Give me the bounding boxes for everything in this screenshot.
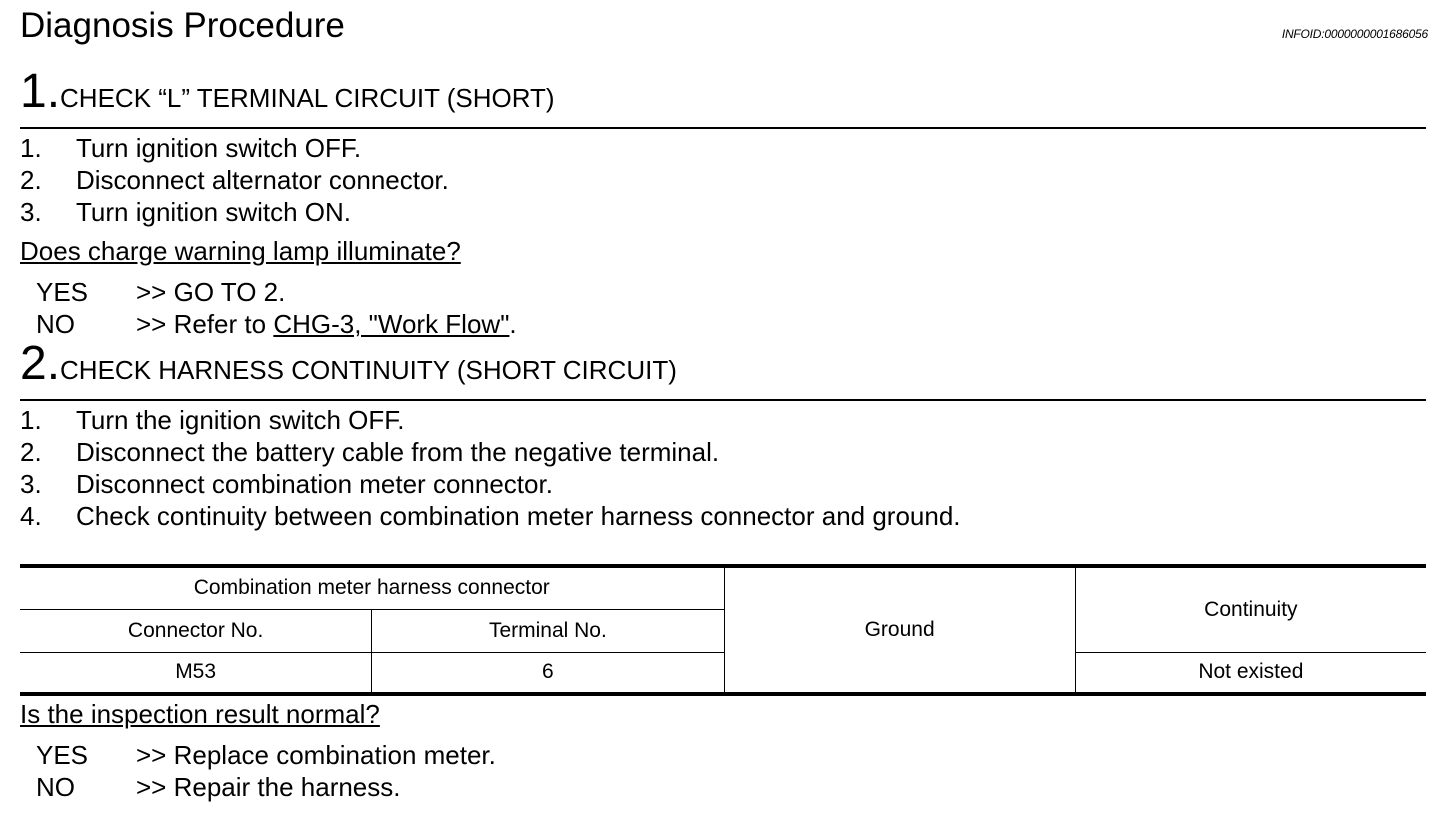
- list-item: 2. Disconnect alternator connector.: [20, 165, 449, 195]
- list-item: 2. Disconnect the battery cable from the negative terminal.: [20, 437, 720, 467]
- step-2-answers: [36, 739, 496, 803]
- no-answer: NO >> Repair the harness.: [36, 772, 401, 802]
- continuity-table: [20, 564, 1426, 696]
- no-answer: NO >> Refer to CHG-3, "Work Flow" .: [36, 309, 517, 339]
- table-connector-header: Connector No.: [20, 609, 372, 652]
- step-1-question: Does charge warning lamp illuminate?: [20, 236, 461, 266]
- step-2-question: Is the inspection result normal?: [20, 699, 380, 729]
- step-2-number: 2.: [20, 337, 61, 390]
- step-2-heading: [20, 337, 677, 390]
- step-2-title: CHECK HARNESS CONTINUITY (SHORT CIRCUIT): [60, 355, 677, 385]
- step-1-title: CHECK “L” TERMINAL CIRCUIT (SHORT): [60, 83, 555, 113]
- list-item: 1. Turn ignition switch OFF.: [20, 133, 362, 163]
- table-ground-cell: Ground: [724, 566, 1075, 694]
- step-2-list: [20, 404, 961, 532]
- list-item: 3. Turn ignition switch ON.: [20, 197, 352, 227]
- step-1-answers: [36, 276, 517, 340]
- step-1-list: [20, 132, 449, 228]
- list-item: 3. Disconnect combination meter connector.: [20, 469, 553, 499]
- step-1-heading: [20, 65, 555, 118]
- info-id: INFOID:0000000001686056: [1281, 27, 1428, 41]
- table-connector-value: M53: [20, 652, 372, 694]
- list-item: 1. Turn the ignition switch OFF.: [20, 405, 405, 435]
- yes-answer: YES >> Replace combination meter.: [36, 740, 496, 770]
- table-terminal-value: 6: [372, 652, 724, 694]
- step-2-divider: [20, 399, 1426, 401]
- table-group-header: Combination meter harness connector: [20, 566, 724, 609]
- table-continuity-header: Continuity: [1075, 566, 1426, 652]
- table-terminal-header: Terminal No.: [372, 609, 724, 652]
- table-continuity-value: Not existed: [1075, 652, 1426, 694]
- step-1-divider: [20, 127, 1426, 129]
- list-item: 4. Check continuity between combination meter harness connector and ground.: [20, 501, 961, 531]
- yes-answer: YES >> GO TO 2.: [36, 277, 286, 307]
- page-title: Diagnosis Procedure: [20, 6, 345, 45]
- step-1-number: 1.: [20, 65, 61, 118]
- work-flow-link[interactable]: CHG-3, "Work Flow": [273, 309, 510, 339]
